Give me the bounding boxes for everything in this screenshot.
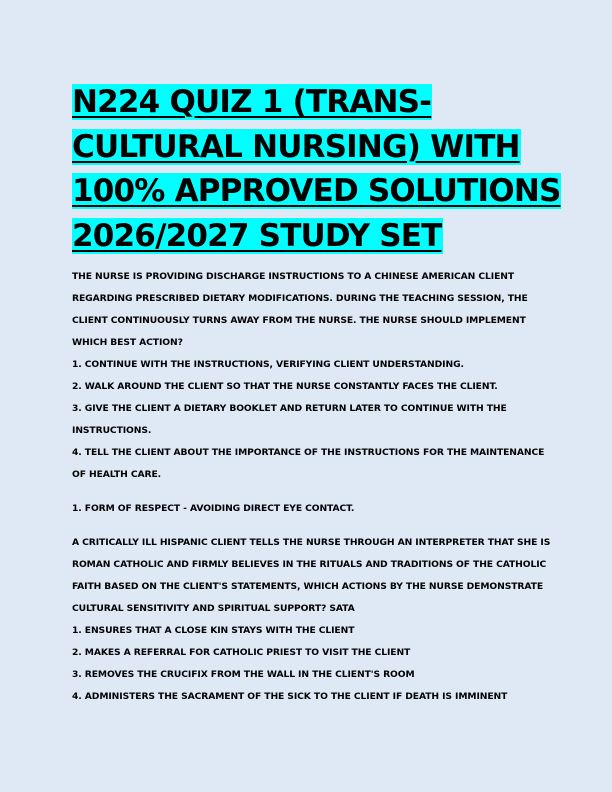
document-page: [72, 80, 561, 708]
answer-option-line: 3. GIVE THE CLIENT A DIETARY BOOKLET AND RETURN LATER TO CONTINUE WITH THE: [72, 403, 507, 414]
answer-option-line: OF HEALTH CARE.: [72, 469, 162, 480]
spacer: [72, 486, 542, 498]
title-line-text: 2026/2027 STUDY SET: [72, 217, 442, 254]
answer-option-line: 4. ADMINISTERS THE SACRAMENT OF THE SICK TO THE CLIENT IF DEATH IS IMMINENT: [72, 691, 508, 702]
title-line-text: N224 QUIZ 1 (TRANS-: [72, 84, 432, 120]
title-line: [72, 214, 542, 259]
answer-option-line: 3. REMOVES THE CRUCIFIX FROM THE WALL IN THE CLIENT'S ROOM: [72, 669, 415, 680]
question-2: [72, 532, 551, 708]
answer-option-line: 4. TELL THE CLIENT ABOUT THE IMPORTANCE OF THE INSTRUCTIONS FOR THE MAINTENANCE: [72, 447, 545, 458]
question-stem-line: CLIENT CONTINUOUSLY TURNS AWAY FROM THE NURSE. THE NURSE SHOULD IMPLEMENT: [72, 315, 526, 326]
answer-option-line: 2. MAKES A REFERRAL FOR CATHOLIC PRIEST TO VISIT THE CLIENT: [72, 647, 411, 658]
answer-option-line: INSTRUCTIONS.: [72, 425, 152, 436]
question-stem-line: A CRITICALLY ILL HISPANIC CLIENT TELLS THE NURSE THROUGH AN INTERPRETER THAT SHE IS: [72, 537, 551, 548]
question-answer: 1. FORM OF RESPECT - AVOIDING DIRECT EYE CONTACT.: [72, 503, 355, 514]
title-line: [72, 169, 561, 214]
title-line: [72, 80, 542, 125]
title-line-text: 100% APPROVED SOLUTIONS: [72, 173, 561, 209]
question-stem-line: ROMAN CATHOLIC AND FIRMLY BELIEVES IN THE RITUALS AND TRADITIONS OF THE CATHOLIC: [72, 559, 547, 570]
question-stem-line: REGARDING PRESCRIBED DIETARY MODIFICATIONS. DURING THE TEACHING SESSION, THE: [72, 293, 528, 304]
answer-option-line: 1. CONTINUE WITH THE INSTRUCTIONS, VERIFYING CLIENT UNDERSTANDING.: [72, 359, 464, 370]
question-stem-line: FAITH BASED ON THE CLIENT'S STATEMENTS, WHICH ACTIONS BY THE NURSE DEMONSTRATE: [72, 581, 543, 592]
spacer: [72, 520, 542, 532]
answer-option-line: 1. ENSURES THAT A CLOSE KIN STAYS WITH THE CLIENT: [72, 625, 355, 636]
answer-option-line: 2. WALK AROUND THE CLIENT SO THAT THE NURSE CONSTANTLY FACES THE CLIENT.: [72, 381, 498, 392]
question-stem-line: WHICH BEST ACTION?: [72, 337, 183, 348]
question-stem-line: CULTURAL SENSITIVITY AND SPIRITUAL SUPPORT? SATA: [72, 603, 355, 614]
document-title: [72, 80, 561, 258]
title-line-text: CULTURAL NURSING) WITH: [72, 128, 520, 165]
question-stem-line: THE NURSE IS PROVIDING DISCHARGE INSTRUCTIONS TO A CHINESE AMERICAN CLIENT: [72, 271, 515, 282]
title-line: [72, 125, 542, 170]
question-1: [72, 266, 545, 520]
